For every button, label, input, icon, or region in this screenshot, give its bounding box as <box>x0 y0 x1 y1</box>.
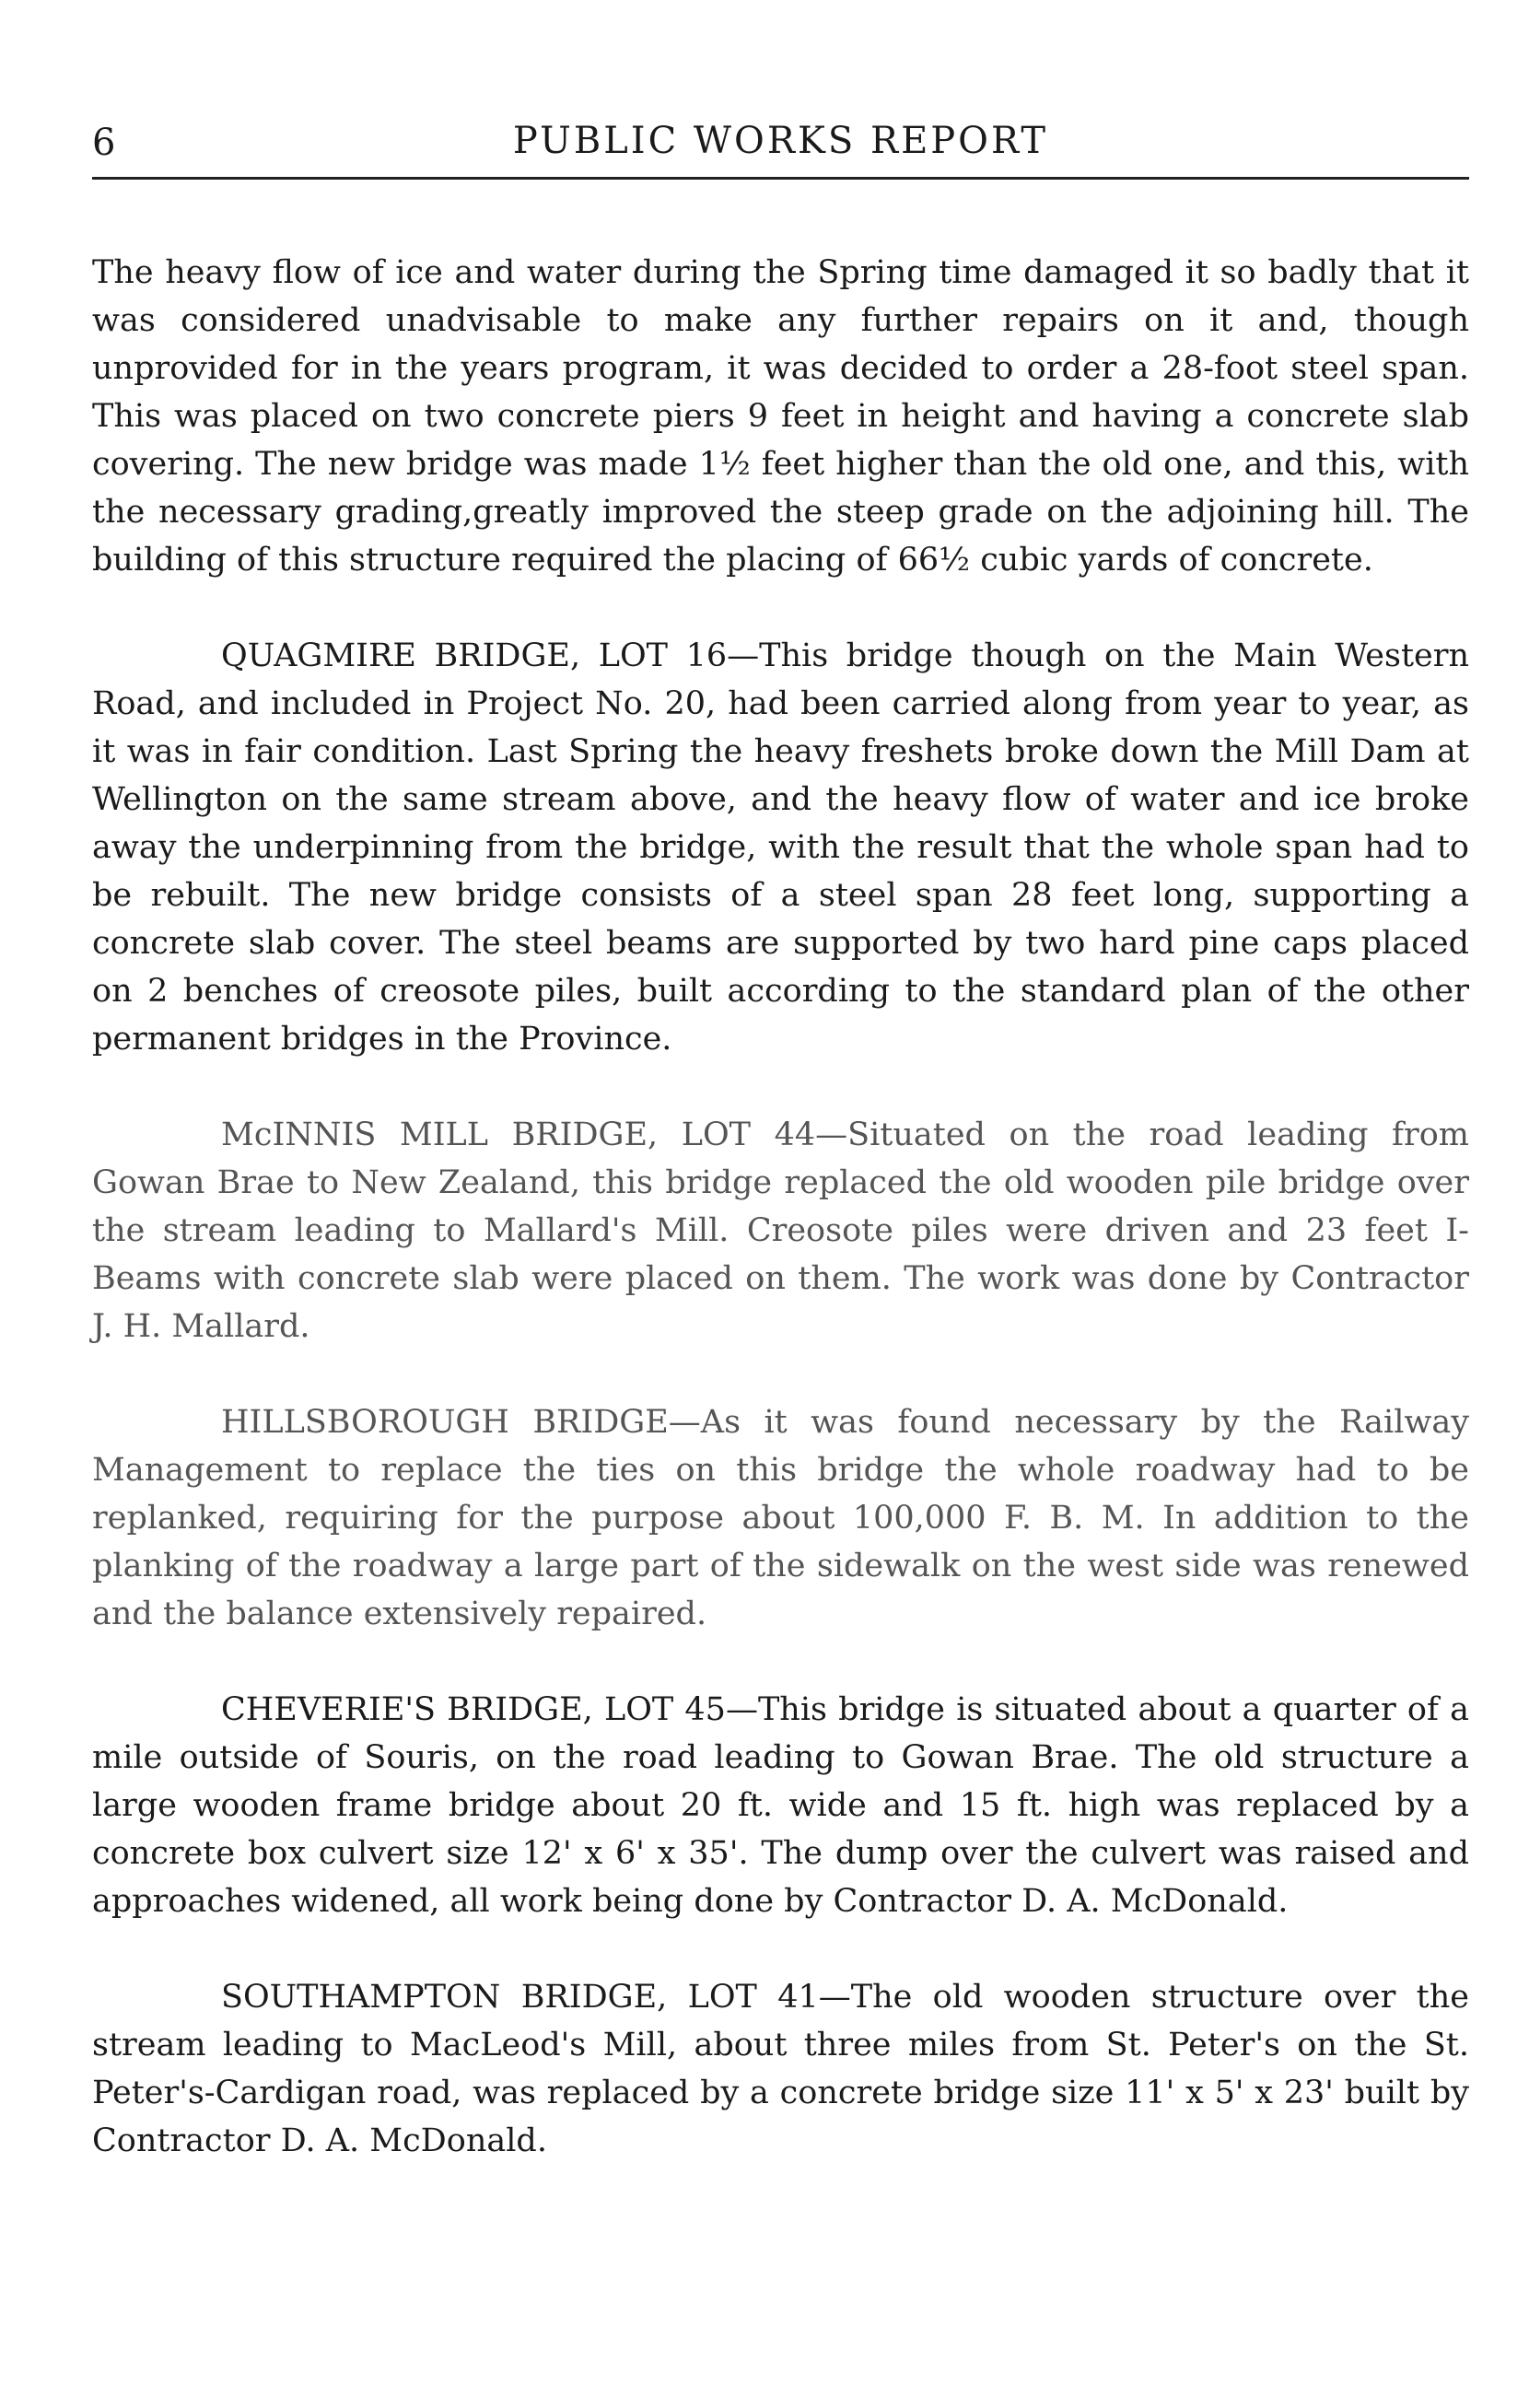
paragraph-mcinnis-mill-bridge: McINNIS MILL BRIDGE, LOT 44—Situated on the road leading from Gowan Brae to New Zealand, this bridge replaced the old wooden pile bridge over the stream leading to Mallard's Mill. Creosote piles were driven and 23 feet I-Beams with concrete slab were placed on them. The work was done by Contractor J. H. Mallard. <box>92 1116 1469 1345</box>
paragraph-continuation: The heavy flow of ice and water during the Spring time damaged it so badly that it was considered unadvisable to make any further repairs on it and, though unprovided for in the years program, it was decided to order a 28-foot steel span. This was placed on two concrete piers 9 feet in height and having a concrete slab covering. The new bridge was made 1½ feet higher than the old one, and this, with the necessary grading,greatly improved the steep grade on the adjoining hill. The building of this structure required the placing of 66½ cubic yards of concrete. <box>92 254 1469 579</box>
page-number: 6 <box>92 122 116 164</box>
paragraph-hillsborough-bridge: HILLSBOROUGH BRIDGE—As it was found necessary by the Railway Management to replace the ties on this bridge the whole roadway had to be replanked, requiring for the purpose about 100,000 F. B. M. In addition to the planking of the roadway a large part of the sidewalk on the west side was renewed and the balance extensively repaired. <box>92 1404 1469 1632</box>
report-page <box>92 111 1469 2159</box>
header-rule <box>92 177 1469 180</box>
page-header <box>92 111 1469 177</box>
paragraph-quagmire-bridge: QUAGMIRE BRIDGE, LOT 16—This bridge though on the Main Western Road, and included in Project No. 20, had been carried along from year to year, as it was in fair condition. Last Spring the heavy freshets broke down the Mill Dam at Wellington on the same stream above, and the heavy flow of water and ice broke away the underpinning from the bridge, with the result that the whole span had to be rebuilt. The new bridge consists of a steel span 28 feet long, supporting a concrete slab cover. The steel beams are supported by two hard pine caps placed on 2 benches of creosote piles, built according to the standard plan of the other permanent bridges in the Province. <box>92 637 1469 1058</box>
paragraph-cheverie-bridge: CHEVERIE'S BRIDGE, LOT 45—This bridge is situated about a quarter of a mile outside of Souris, on the road leading to Gowan Brae. The old structure a large wooden frame bridge about 20 ft. wide and 15 ft. high was replaced by a concrete box culvert size 12' x 6' x 35'. The dump over the culvert was raised and approaches widened, all work being done by Contractor D. A. McDonald. <box>92 1691 1469 1920</box>
body-text <box>92 249 1469 2165</box>
running-title: PUBLIC WORKS REPORT <box>512 120 1049 162</box>
paragraph-southampton-bridge: SOUTHAMPTON BRIDGE, LOT 41—The old wooden structure over the stream leading to MacLeod's Mill, about three miles from St. Peter's on the St. Peter's-Cardigan road, was replaced by a concrete bridge size 11' x 5' x 23' built by Contractor D. A. McDonald. <box>92 1979 1469 2159</box>
